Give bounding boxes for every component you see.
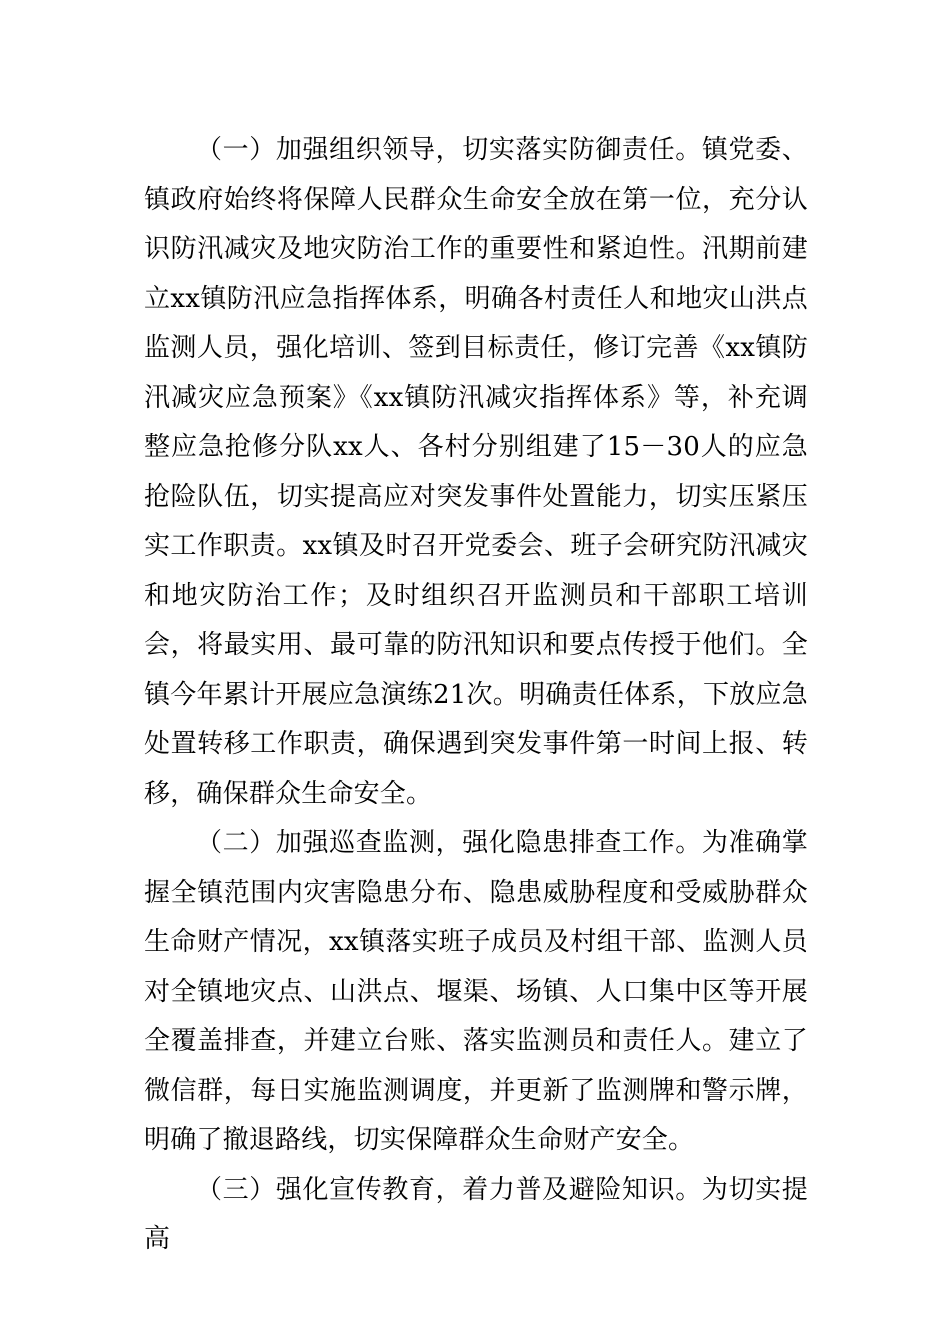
document-body bbox=[144, 126, 808, 1265]
paragraph-organization-leadership: （一）加强组织领导，切实落实防御责任。镇党委、镇政府始终将保障人民群众生命安全放在第一位，充分认识防汛减灾及地灾防治工作的重要性和紧迫性。汛期前建立xx镇防汛应急指挥体系，明确各村责任人和地灾山洪点监测人员，强化培训、签到目标责任，修订完善《xx镇防汛减灾应急预案》《xx镇防汛减灾指挥体系》等，补充调整应急抢修分队xx人、各村分别组建了15－30人的应急抢险队伍，切实提高应对突发事件处置能力，切实压紧压实工作职责。xx镇及时召开党委会、班子会研究防汛减灾和地灾防治工作；及时组织召开监测员和干部职工培训会，将最实用、最可靠的防汛知识和要点传授于他们。全镇今年累计开展应急演练21次。明确责任体系，下放应急处置转移工作职责，确保遇到突发事件第一时间上报、转移，确保群众生命安全。 bbox=[144, 135, 808, 809]
paragraph-inspection-monitoring: （二）加强巡查监测，强化隐患排查工作。为准确掌握全镇范围内灾害隐患分布、隐患威胁程度和受威胁群众生命财产情况，xx镇落实班子成员及村组干部、监测人员对全镇地灾点、山洪点、堰渠、场镇、人口集中区等开展全覆盖排查，并建立台账、落实监测员和责任人。建立了微信群，每日实施监测调度，并更新了监测牌和警示牌，明确了撤退路线，切实保障群众生命财产安全。 bbox=[144, 828, 808, 1155]
paragraph-publicity-education: （三）强化宣传教育，着力普及避险知识。为切实提高 bbox=[144, 1174, 808, 1254]
